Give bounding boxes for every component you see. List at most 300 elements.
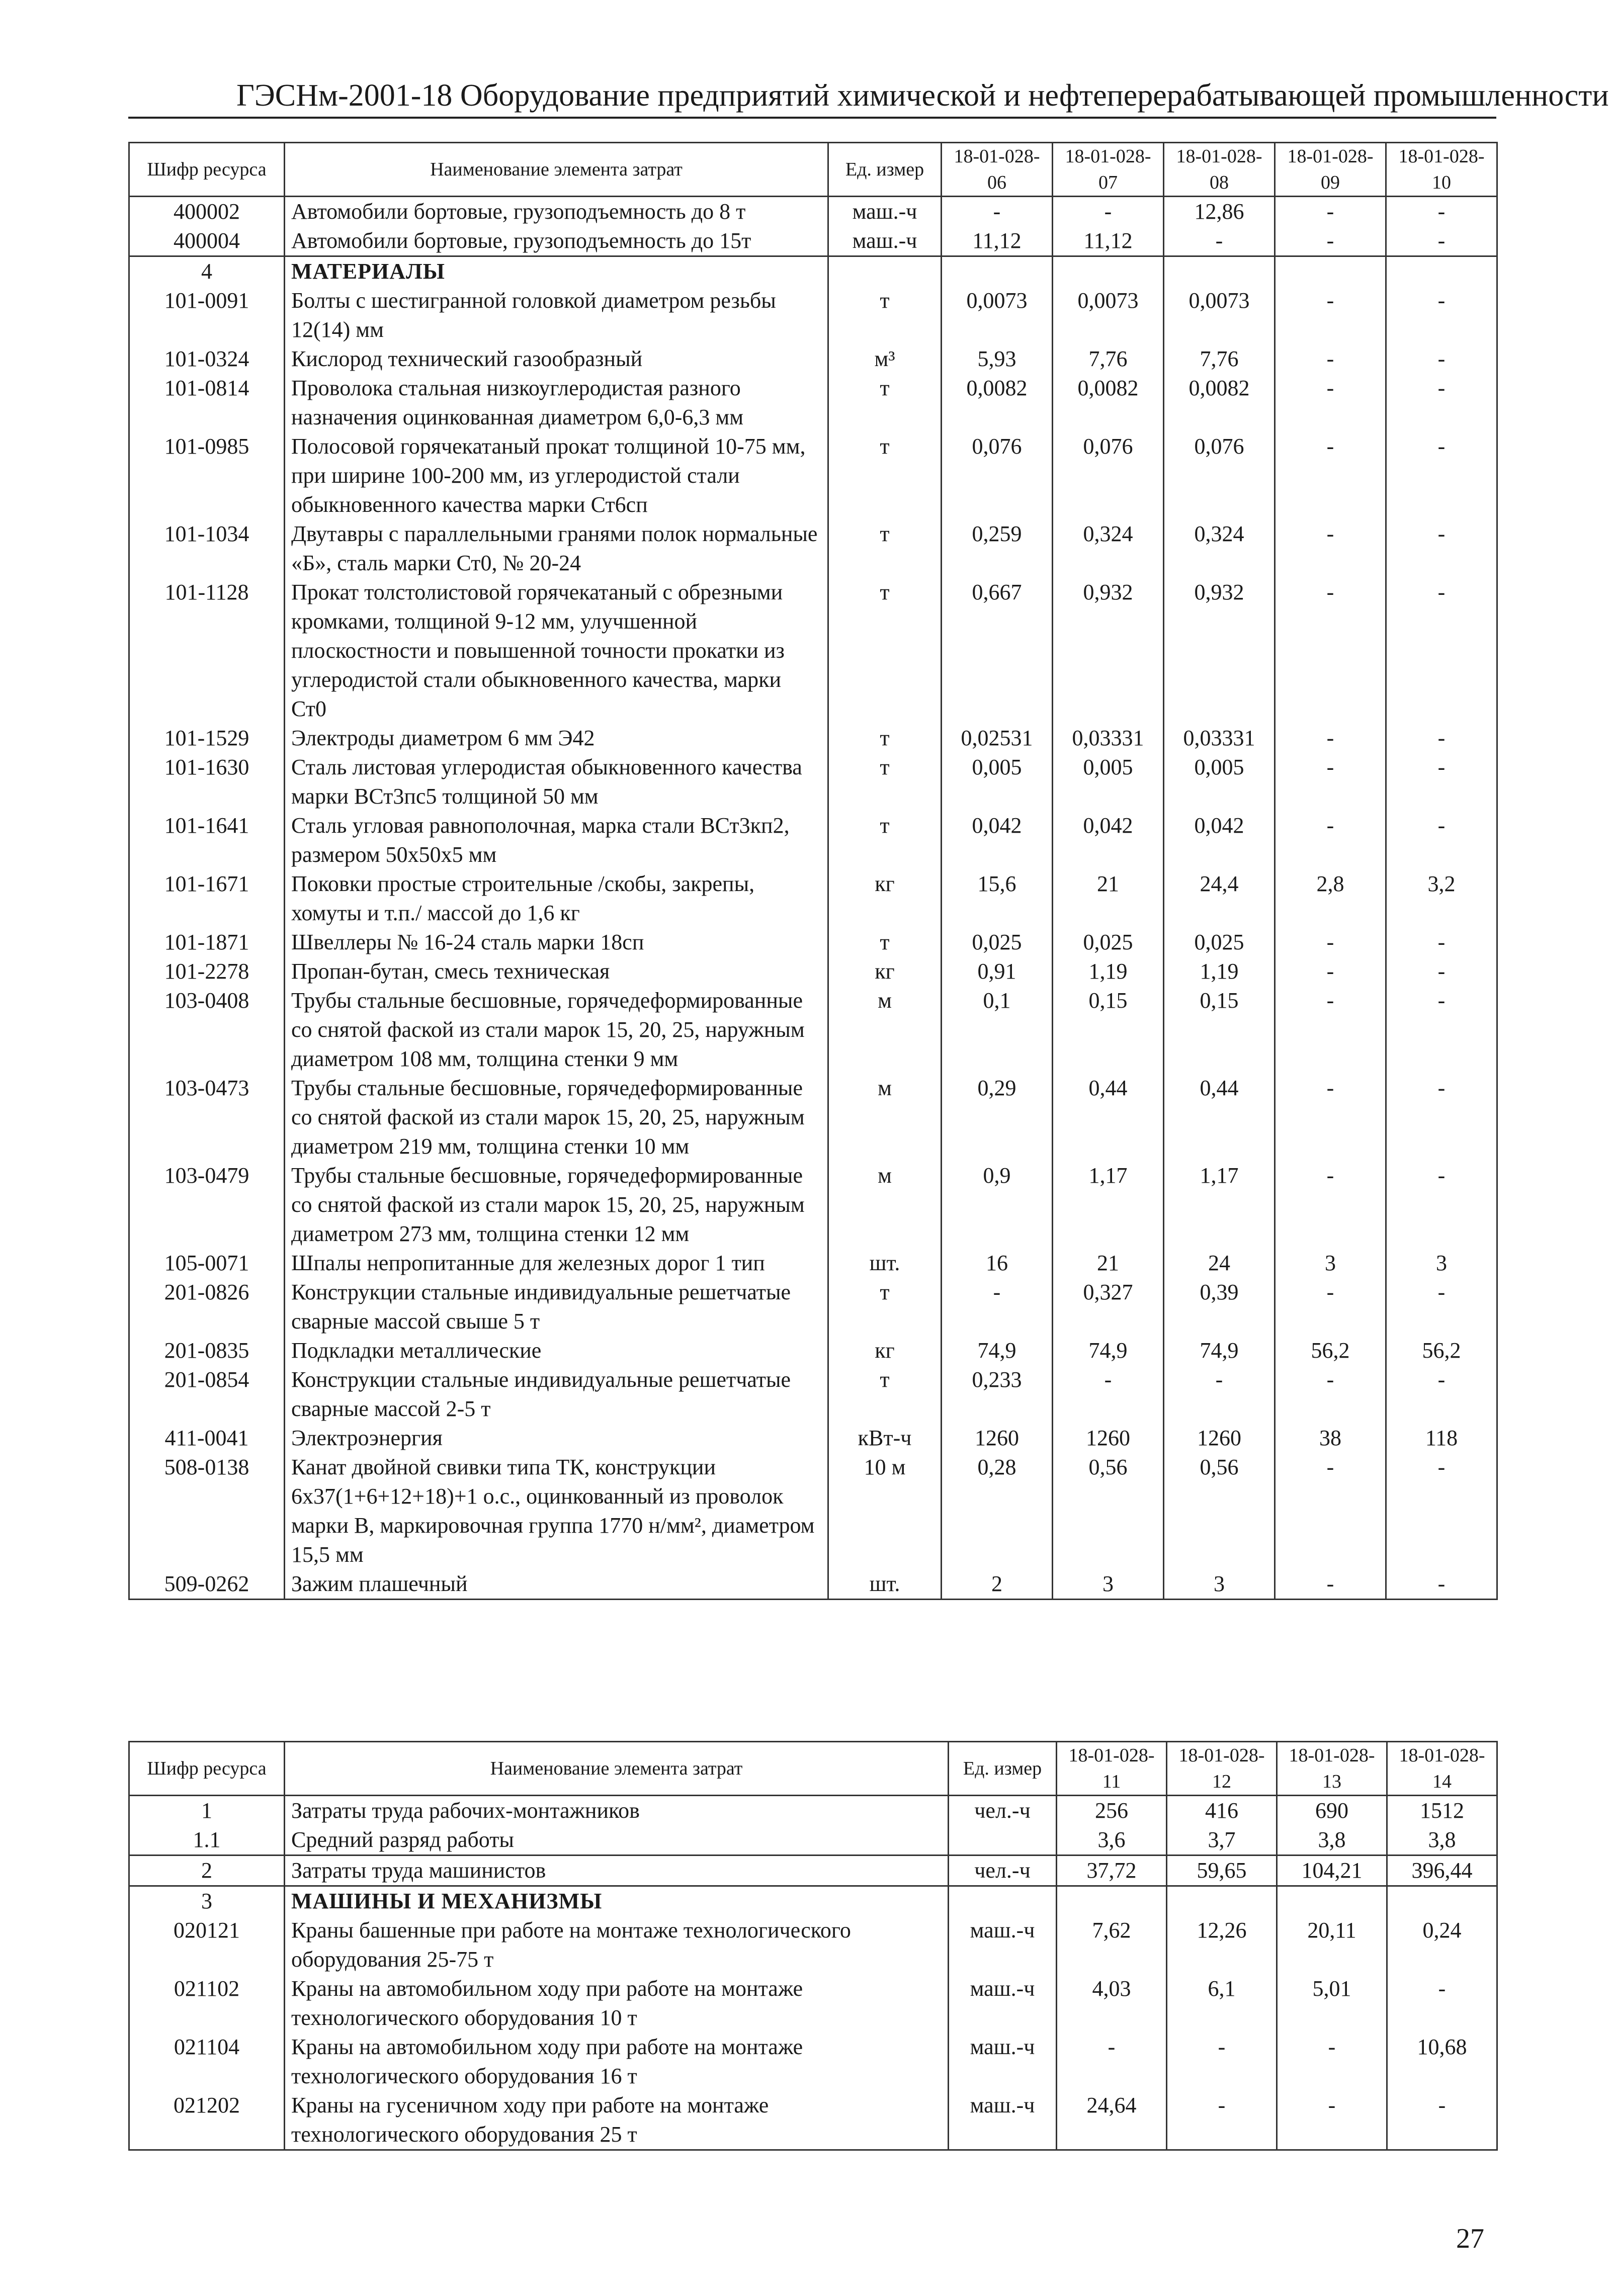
table2-header <box>129 1742 1497 1796</box>
value-cell: 0,076 <box>1164 432 1275 519</box>
table-row <box>129 519 1497 578</box>
value-cell: 21 <box>1053 869 1164 928</box>
resource-code: 101-1630 <box>129 753 285 811</box>
value-cell: 1260 <box>942 1424 1053 1453</box>
value-cell: 74,9 <box>1164 1336 1275 1365</box>
value-cell: 56,2 <box>1275 1336 1386 1365</box>
value-cell: 0,0082 <box>1053 374 1164 432</box>
resource-name: Затраты труда машинистов <box>285 1856 949 1886</box>
value-cell: 0,005 <box>1053 753 1164 811</box>
resource-name: Прокат толстолистовой горячекатаный с обрезными кромками, толщиной 9-12 мм, улучшенной плоскостности и повышенной точности прокатки из углеродистой стали обыкновенного качества, марки Ст0 <box>285 578 828 724</box>
value-cell: 0,005 <box>1164 753 1275 811</box>
resource-unit: т <box>828 519 942 578</box>
resource-name: Конструкции стальные индивидуальные решетчатые сварные массой 2-5 т <box>285 1365 828 1424</box>
value-cell: 3,7 <box>1167 1825 1277 1856</box>
value-cell: - <box>1386 1365 1497 1424</box>
value-cell: - <box>1275 811 1386 869</box>
resource-unit: шт. <box>828 1249 942 1278</box>
resource-unit: маш.-ч <box>949 2033 1057 2091</box>
value-cell: 12,26 <box>1167 1916 1277 1974</box>
value-cell: - <box>1053 1365 1164 1424</box>
resource-name: Проволока стальная низкоуглеродистая разного назначения оцинкованная диаметром 6,0-6,3 мм <box>285 374 828 432</box>
resource-unit: т <box>828 578 942 724</box>
value-cell: 1,17 <box>1053 1161 1164 1249</box>
value-cell <box>1053 256 1164 287</box>
column-header: Наименование элемента затрат <box>285 143 828 197</box>
resource-name: Поковки простые строительные /скобы, закрепы, хомуты и т.п./ массой до 1,6 кг <box>285 869 828 928</box>
section-row <box>129 256 1497 287</box>
table-row <box>129 344 1497 374</box>
value-cell: 0,56 <box>1164 1453 1275 1569</box>
value-cell <box>1164 256 1275 287</box>
value-cell: - <box>1386 197 1497 227</box>
value-cell <box>1057 1886 1167 1916</box>
value-cell: 0,29 <box>942 1074 1053 1161</box>
resource-code: 101-0091 <box>129 286 285 344</box>
resource-code: 103-0408 <box>129 986 285 1074</box>
value-cell: - <box>1386 1278 1497 1336</box>
value-cell: - <box>1275 1074 1386 1161</box>
value-cell: 3 <box>1053 1569 1164 1600</box>
value-cell: - <box>1386 986 1497 1074</box>
resource-name: Конструкции стальные индивидуальные решетчатые сварные массой свыше 5 т <box>285 1278 828 1336</box>
resource-name: Двутавры с параллельными гранями полок нормальные «Б», сталь марки Ст0, № 20-24 <box>285 519 828 578</box>
value-cell: 0,03331 <box>1053 724 1164 753</box>
table-row <box>129 928 1497 957</box>
resource-code: 400002 <box>129 197 285 227</box>
table2-body <box>129 1796 1497 2150</box>
value-cell: 0,932 <box>1053 578 1164 724</box>
value-cell: - <box>1164 226 1275 256</box>
table-row <box>129 1453 1497 1569</box>
value-cell: 0,39 <box>1164 1278 1275 1336</box>
value-cell: 3,8 <box>1387 1825 1497 1856</box>
table-row <box>129 2033 1497 2091</box>
value-cell: - <box>1386 957 1497 986</box>
header-divider <box>128 117 1496 119</box>
resource-name: Полосовой горячекатаный прокат толщиной 10-75 мм, при ширине 100-200 мм, из углеродистой стали обыкновенного качества марки Ст6сп <box>285 432 828 519</box>
value-cell: - <box>1386 928 1497 957</box>
value-cell: 37,72 <box>1057 1856 1167 1886</box>
table-row <box>129 957 1497 986</box>
value-cell: 0,259 <box>942 519 1053 578</box>
resource-unit: кг <box>828 957 942 986</box>
value-cell: 0,042 <box>1164 811 1275 869</box>
value-cell: 5,01 <box>1277 1974 1387 2033</box>
resource-unit: чел.-ч <box>949 1796 1057 1826</box>
resource-unit: маш.-ч <box>828 226 942 256</box>
resource-name: Трубы стальные бесшовные, горячедеформированные со снятой фаской из стали марок 15, 20, 25, наружным диаметром 273 мм, толщина стенки 12 мм <box>285 1161 828 1249</box>
resource-unit: шт. <box>828 1569 942 1600</box>
column-header: Шифр ресурса <box>129 143 285 197</box>
resource-code: 508-0138 <box>129 1453 285 1569</box>
value-cell: - <box>1386 1453 1497 1569</box>
value-cell: 3 <box>1164 1569 1275 1600</box>
value-cell: 24,4 <box>1164 869 1275 928</box>
value-cell: 256 <box>1057 1796 1167 1826</box>
value-cell: 1,19 <box>1053 957 1164 986</box>
value-cell: 3,2 <box>1386 869 1497 928</box>
value-cell: 15,6 <box>942 869 1053 928</box>
value-cell: 0,44 <box>1164 1074 1275 1161</box>
value-cell: 11,12 <box>1053 226 1164 256</box>
resource-unit: маш.-ч <box>828 197 942 227</box>
resource-code: 021202 <box>129 2091 285 2150</box>
resource-name: МАТЕРИАЛЫ <box>285 256 828 287</box>
value-cell: - <box>1275 1161 1386 1249</box>
value-cell: 396,44 <box>1387 1856 1497 1886</box>
value-cell: 74,9 <box>942 1336 1053 1365</box>
value-cell: 690 <box>1277 1796 1387 1826</box>
value-cell: - <box>1275 1453 1386 1569</box>
value-cell: 0,324 <box>1164 519 1275 578</box>
value-cell: - <box>1275 374 1386 432</box>
column-header: 18-01-028-14 <box>1387 1742 1497 1796</box>
value-cell: - <box>1386 1161 1497 1249</box>
resource-unit: т <box>828 432 942 519</box>
value-cell: 5,93 <box>942 344 1053 374</box>
value-cell: 11,12 <box>942 226 1053 256</box>
page-header-title: ГЭСНм-2001-18 Оборудование предприятий химической и нефтеперерабатывающей промышленности <box>236 78 1609 113</box>
resource-code: 101-1641 <box>129 811 285 869</box>
table-row <box>129 432 1497 519</box>
resource-unit: т <box>828 928 942 957</box>
resource-name: Электроэнергия <box>285 1424 828 1453</box>
value-cell: 38 <box>1275 1424 1386 1453</box>
resource-name: Краны на автомобильном ходу при работе на монтаже технологического оборудования 16 т <box>285 2033 949 2091</box>
table-row <box>129 753 1497 811</box>
value-cell: 12,86 <box>1164 197 1275 227</box>
value-cell: 16 <box>942 1249 1053 1278</box>
resource-unit: т <box>828 724 942 753</box>
value-cell: 3 <box>1275 1249 1386 1278</box>
column-header: 18-01-028-11 <box>1057 1742 1167 1796</box>
resource-code: 201-0826 <box>129 1278 285 1336</box>
value-cell: 0,932 <box>1164 578 1275 724</box>
table-row <box>129 1161 1497 1249</box>
resource-code: 105-0071 <box>129 1249 285 1278</box>
resource-unit: т <box>828 1278 942 1336</box>
value-cell: 104,21 <box>1277 1856 1387 1886</box>
resource-unit: т <box>828 286 942 344</box>
resource-unit: м <box>828 1074 942 1161</box>
value-cell: - <box>1386 374 1497 432</box>
value-cell: - <box>1275 432 1386 519</box>
column-header: 18-01-028-13 <box>1277 1742 1387 1796</box>
resource-unit: кг <box>828 1336 942 1365</box>
resource-name: Канат двойной свивки типа ТК, конструкции 6х37(1+6+12+18)+1 о.с., оцинкованный из проволок марки В, маркировочная группа 1770 н/мм², диаметром 15,5 мм <box>285 1453 828 1569</box>
value-cell: 7,62 <box>1057 1916 1167 1974</box>
value-cell: - <box>1386 344 1497 374</box>
resource-code: 021104 <box>129 2033 285 2091</box>
value-cell: 0,24 <box>1387 1916 1497 1974</box>
resource-name: Краны на автомобильном ходу при работе на монтаже технологического оборудования 10 т <box>285 1974 949 2033</box>
value-cell: - <box>1386 578 1497 724</box>
value-cell: 1,19 <box>1164 957 1275 986</box>
resource-name: Шпалы непропитанные для железных дорог 1 тип <box>285 1249 828 1278</box>
table-row <box>129 1074 1497 1161</box>
value-cell: 4,03 <box>1057 1974 1167 2033</box>
column-header: 18-01-028-07 <box>1053 143 1164 197</box>
resource-name: Подкладки металлические <box>285 1336 828 1365</box>
value-cell: 2,8 <box>1275 869 1386 928</box>
value-cell: 21 <box>1053 1249 1164 1278</box>
value-cell: 7,76 <box>1164 344 1275 374</box>
value-cell: - <box>1386 432 1497 519</box>
resource-name: Электроды диаметром 6 мм Э42 <box>285 724 828 753</box>
resource-name: Сталь угловая равнополочная, марка стали ВСт3кп2, размером 50х50х5 мм <box>285 811 828 869</box>
value-cell: 0,91 <box>942 957 1053 986</box>
table-row <box>129 578 1497 724</box>
value-cell: 24,64 <box>1057 2091 1167 2150</box>
value-cell: 0,02531 <box>942 724 1053 753</box>
table1-header <box>129 143 1497 197</box>
value-cell: 0,233 <box>942 1365 1053 1424</box>
resource-name: Автомобили бортовые, грузоподъемность до 8 т <box>285 197 828 227</box>
table-row <box>129 1796 1497 1826</box>
value-cell: 0,15 <box>1164 986 1275 1074</box>
resource-code: 101-1128 <box>129 578 285 724</box>
value-cell: - <box>1386 724 1497 753</box>
table-row <box>129 1278 1497 1336</box>
resource-name: Трубы стальные бесшовные, горячедеформированные со снятой фаской из стали марок 15, 20, 25, наружным диаметром 219 мм, толщина стенки 10 мм <box>285 1074 828 1161</box>
table-row <box>129 374 1497 432</box>
value-cell: 0,025 <box>1053 928 1164 957</box>
value-cell: 24 <box>1164 1249 1275 1278</box>
value-cell: 0,15 <box>1053 986 1164 1074</box>
value-cell: 0,667 <box>942 578 1053 724</box>
resource-code: 400004 <box>129 226 285 256</box>
value-cell: 0,076 <box>1053 432 1164 519</box>
value-cell: 0,0073 <box>1164 286 1275 344</box>
value-cell: - <box>1386 519 1497 578</box>
value-cell: - <box>1275 578 1386 724</box>
value-cell: 7,76 <box>1053 344 1164 374</box>
resource-unit: кВт-ч <box>828 1424 942 1453</box>
value-cell: - <box>1275 286 1386 344</box>
resource-unit: 10 м <box>828 1453 942 1569</box>
resource-unit: т <box>828 753 942 811</box>
resource-name: Автомобили бортовые, грузоподъемность до 15т <box>285 226 828 256</box>
value-cell <box>1277 1886 1387 1916</box>
resource-name: Краны на гусеничном ходу при работе на монтаже технологического оборудования 25 т <box>285 2091 949 2150</box>
table-row <box>129 2091 1497 2150</box>
resource-name: Краны башенные при работе на монтаже технологического оборудования 25-75 т <box>285 1916 949 1974</box>
section-row <box>129 1886 1497 1916</box>
resource-code: 103-0473 <box>129 1074 285 1161</box>
value-cell: - <box>1275 724 1386 753</box>
table-row <box>129 226 1497 256</box>
value-cell: 74,9 <box>1053 1336 1164 1365</box>
value-cell: 0,0082 <box>1164 374 1275 432</box>
resource-unit: чел.-ч <box>949 1856 1057 1886</box>
value-cell <box>1275 256 1386 287</box>
value-cell: 118 <box>1386 1424 1497 1453</box>
value-cell: - <box>1386 1569 1497 1600</box>
value-cell: - <box>1167 2091 1277 2150</box>
resource-code: 021102 <box>129 1974 285 2033</box>
value-cell: 416 <box>1167 1796 1277 1826</box>
value-cell: - <box>1387 2091 1497 2150</box>
resource-unit: кг <box>828 869 942 928</box>
table-row <box>129 286 1497 344</box>
resource-name: Зажим плашечный <box>285 1569 828 1600</box>
value-cell: 3,8 <box>1277 1825 1387 1856</box>
column-header: 18-01-028-10 <box>1386 143 1497 197</box>
resource-code: 509-0262 <box>129 1569 285 1600</box>
value-cell: - <box>1053 197 1164 227</box>
value-cell: - <box>1386 753 1497 811</box>
value-cell: 56,2 <box>1386 1336 1497 1365</box>
value-cell: - <box>1277 2033 1387 2091</box>
value-cell: 10,68 <box>1387 2033 1497 2091</box>
value-cell: 20,11 <box>1277 1916 1387 1974</box>
resource-code: 101-0985 <box>129 432 285 519</box>
value-cell: 3,6 <box>1057 1825 1167 1856</box>
resource-name: МАШИНЫ И МЕХАНИЗМЫ <box>285 1886 949 1916</box>
resource-code: 101-0324 <box>129 344 285 374</box>
value-cell: - <box>1057 2033 1167 2091</box>
value-cell: - <box>1167 2033 1277 2091</box>
table-row <box>129 724 1497 753</box>
value-cell: 1512 <box>1387 1796 1497 1826</box>
value-cell: 3 <box>1386 1249 1497 1278</box>
column-header: 18-01-028-08 <box>1164 143 1275 197</box>
resource-code: 101-2278 <box>129 957 285 986</box>
value-cell: - <box>1386 1074 1497 1161</box>
resource-code: 101-1529 <box>129 724 285 753</box>
value-cell: 0,327 <box>1053 1278 1164 1336</box>
value-cell: - <box>1275 519 1386 578</box>
table-row <box>129 1249 1497 1278</box>
value-cell: 0,1 <box>942 986 1053 1074</box>
resource-unit <box>828 256 942 287</box>
resource-name: Сталь листовая углеродистая обыкновенного качества марки ВСт3пс5 толщиной 50 мм <box>285 753 828 811</box>
resource-code: 4 <box>129 256 285 287</box>
column-header: Шифр ресурса <box>129 1742 285 1796</box>
value-cell <box>1387 1886 1497 1916</box>
resource-code: 101-1871 <box>129 928 285 957</box>
resource-unit: т <box>828 811 942 869</box>
value-cell <box>1167 1886 1277 1916</box>
resource-name: Болты с шестигранной головкой диаметром резьбы 12(14) мм <box>285 286 828 344</box>
table-row <box>129 1974 1497 2033</box>
value-cell: - <box>1275 1278 1386 1336</box>
value-cell: 0,324 <box>1053 519 1164 578</box>
table-row <box>129 986 1497 1074</box>
resource-name: Кислород технический газообразный <box>285 344 828 374</box>
resource-unit <box>949 1825 1057 1856</box>
value-cell: - <box>1275 986 1386 1074</box>
table-row <box>129 197 1497 227</box>
value-cell: 0,9 <box>942 1161 1053 1249</box>
value-cell: 6,1 <box>1167 1974 1277 2033</box>
value-cell: - <box>942 1278 1053 1336</box>
column-header: Ед. измер <box>949 1742 1057 1796</box>
value-cell: 0,44 <box>1053 1074 1164 1161</box>
value-cell: - <box>942 197 1053 227</box>
value-cell: - <box>1275 753 1386 811</box>
resource-unit: т <box>828 374 942 432</box>
value-cell: 0,042 <box>942 811 1053 869</box>
column-header: Наименование элемента затрат <box>285 1742 949 1796</box>
resource-unit: т <box>828 1365 942 1424</box>
resource-code: 101-1671 <box>129 869 285 928</box>
table-row <box>129 1825 1497 1856</box>
resource-code: 020121 <box>129 1916 285 1974</box>
value-cell: 0,025 <box>942 928 1053 957</box>
resource-code: 201-0854 <box>129 1365 285 1424</box>
value-cell: - <box>1275 1569 1386 1600</box>
table-row <box>129 1569 1497 1600</box>
value-cell: - <box>1386 286 1497 344</box>
value-cell: - <box>1275 197 1386 227</box>
value-cell: 0,56 <box>1053 1453 1164 1569</box>
column-header: 18-01-028-06 <box>942 143 1053 197</box>
resource-name: Швеллеры № 16-24 сталь марки 18сп <box>285 928 828 957</box>
resource-code: 101-1034 <box>129 519 285 578</box>
column-header: 18-01-028-09 <box>1275 143 1386 197</box>
value-cell: 0,0073 <box>1053 286 1164 344</box>
value-cell <box>1386 256 1497 287</box>
table-row <box>129 811 1497 869</box>
resource-name: Пропан-бутан, смесь техническая <box>285 957 828 986</box>
resource-name: Средний разряд работы <box>285 1825 949 1856</box>
resource-code: 3 <box>129 1886 285 1916</box>
value-cell: - <box>1275 344 1386 374</box>
value-cell: 0,042 <box>1053 811 1164 869</box>
value-cell: - <box>1387 1974 1497 2033</box>
resource-name: Затраты труда рабочих-монтажников <box>285 1796 949 1826</box>
value-cell: 59,65 <box>1167 1856 1277 1886</box>
resource-code: 1.1 <box>129 1825 285 1856</box>
resource-code: 201-0835 <box>129 1336 285 1365</box>
value-cell: 1,17 <box>1164 1161 1275 1249</box>
table-row <box>129 1916 1497 1974</box>
value-cell: 0,076 <box>942 432 1053 519</box>
table-row <box>129 1424 1497 1453</box>
value-cell <box>942 256 1053 287</box>
column-header: 18-01-028-12 <box>1167 1742 1277 1796</box>
value-cell: - <box>1275 928 1386 957</box>
resource-unit: маш.-ч <box>949 1974 1057 2033</box>
value-cell: 0,0082 <box>942 374 1053 432</box>
resource-code: 1 <box>129 1796 285 1826</box>
column-header: Ед. измер <box>828 143 942 197</box>
resource-unit: маш.-ч <box>949 1916 1057 1974</box>
value-cell: 1260 <box>1053 1424 1164 1453</box>
value-cell: 1260 <box>1164 1424 1275 1453</box>
resource-table-1 <box>128 142 1498 1600</box>
resource-code: 103-0479 <box>129 1161 285 1249</box>
value-cell: 0,025 <box>1164 928 1275 957</box>
value-cell: 0,28 <box>942 1453 1053 1569</box>
resource-unit: м³ <box>828 344 942 374</box>
resource-table-2 <box>128 1741 1498 2151</box>
resource-code: 411-0041 <box>129 1424 285 1453</box>
resource-code: 2 <box>129 1856 285 1886</box>
value-cell: 0,0073 <box>942 286 1053 344</box>
table-row <box>129 869 1497 928</box>
resource-name: Трубы стальные бесшовные, горячедеформированные со снятой фаской из стали марок 15, 20, 25, наружным диаметром 108 мм, толщина стенки 9 мм <box>285 986 828 1074</box>
resource-unit: маш.-ч <box>949 2091 1057 2150</box>
value-cell: - <box>1277 2091 1387 2150</box>
value-cell: - <box>1164 1365 1275 1424</box>
page-number: 27 <box>1456 2223 1484 2254</box>
value-cell: - <box>1275 1365 1386 1424</box>
table-row <box>129 1856 1497 1886</box>
value-cell: 0,03331 <box>1164 724 1275 753</box>
